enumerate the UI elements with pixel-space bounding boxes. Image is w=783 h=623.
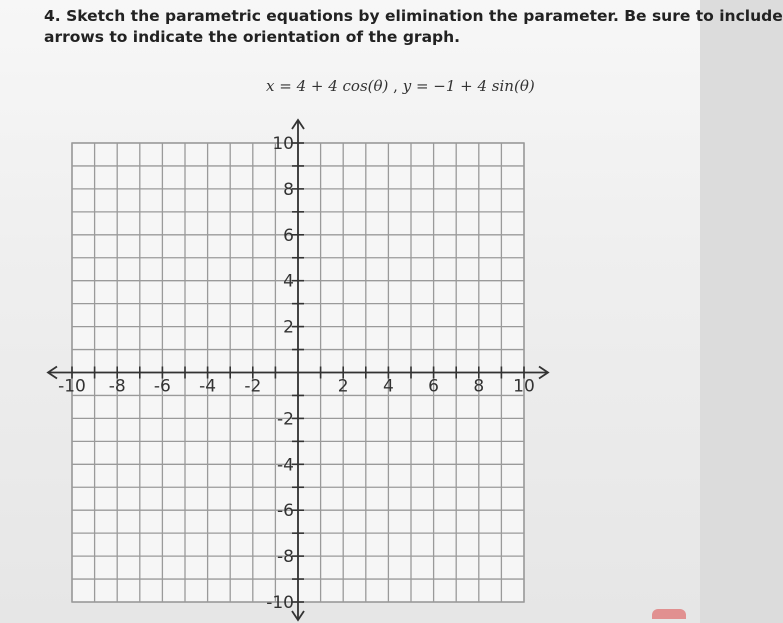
y-tick-label: -8 bbox=[277, 547, 294, 568]
y-tick-label: 8 bbox=[283, 179, 294, 200]
y-tick-label: 4 bbox=[283, 271, 294, 292]
y-tick-label: 2 bbox=[283, 317, 294, 338]
y-tick-label: 6 bbox=[283, 225, 294, 246]
y-tick-label: -6 bbox=[277, 501, 294, 522]
x-tick-label: 6 bbox=[428, 376, 440, 397]
x-tick-label: -8 bbox=[108, 376, 126, 397]
x-tick-label: 4 bbox=[382, 376, 394, 397]
problem-line-2: arrows to indicate the orientation of the graph. bbox=[44, 28, 461, 46]
equation-y: y = −1 + 4 sin(θ) bbox=[402, 77, 535, 95]
x-tick-label: -2 bbox=[244, 376, 262, 397]
x-tick-label: 8 bbox=[473, 376, 485, 397]
y-tick-label: -2 bbox=[277, 409, 294, 430]
corner-decoration bbox=[652, 609, 686, 619]
y-tick-label: -4 bbox=[277, 455, 294, 476]
x-tick-label: -6 bbox=[153, 376, 171, 397]
y-tick-label: -10 bbox=[266, 593, 294, 613]
equation-separator: , bbox=[388, 77, 403, 95]
x-tick-label: -10 bbox=[58, 376, 86, 397]
x-tick-label: 2 bbox=[337, 376, 349, 397]
problem-line-1: 4. Sketch the parametric equations by elimination the parameter. Be sure to include bbox=[44, 7, 783, 25]
equation-x: x = 4 + 4 cos(θ) bbox=[266, 77, 389, 95]
y-tick-label: 10 bbox=[272, 134, 294, 154]
x-tick-label: 10 bbox=[513, 376, 535, 397]
x-tick-label: -4 bbox=[199, 376, 217, 397]
